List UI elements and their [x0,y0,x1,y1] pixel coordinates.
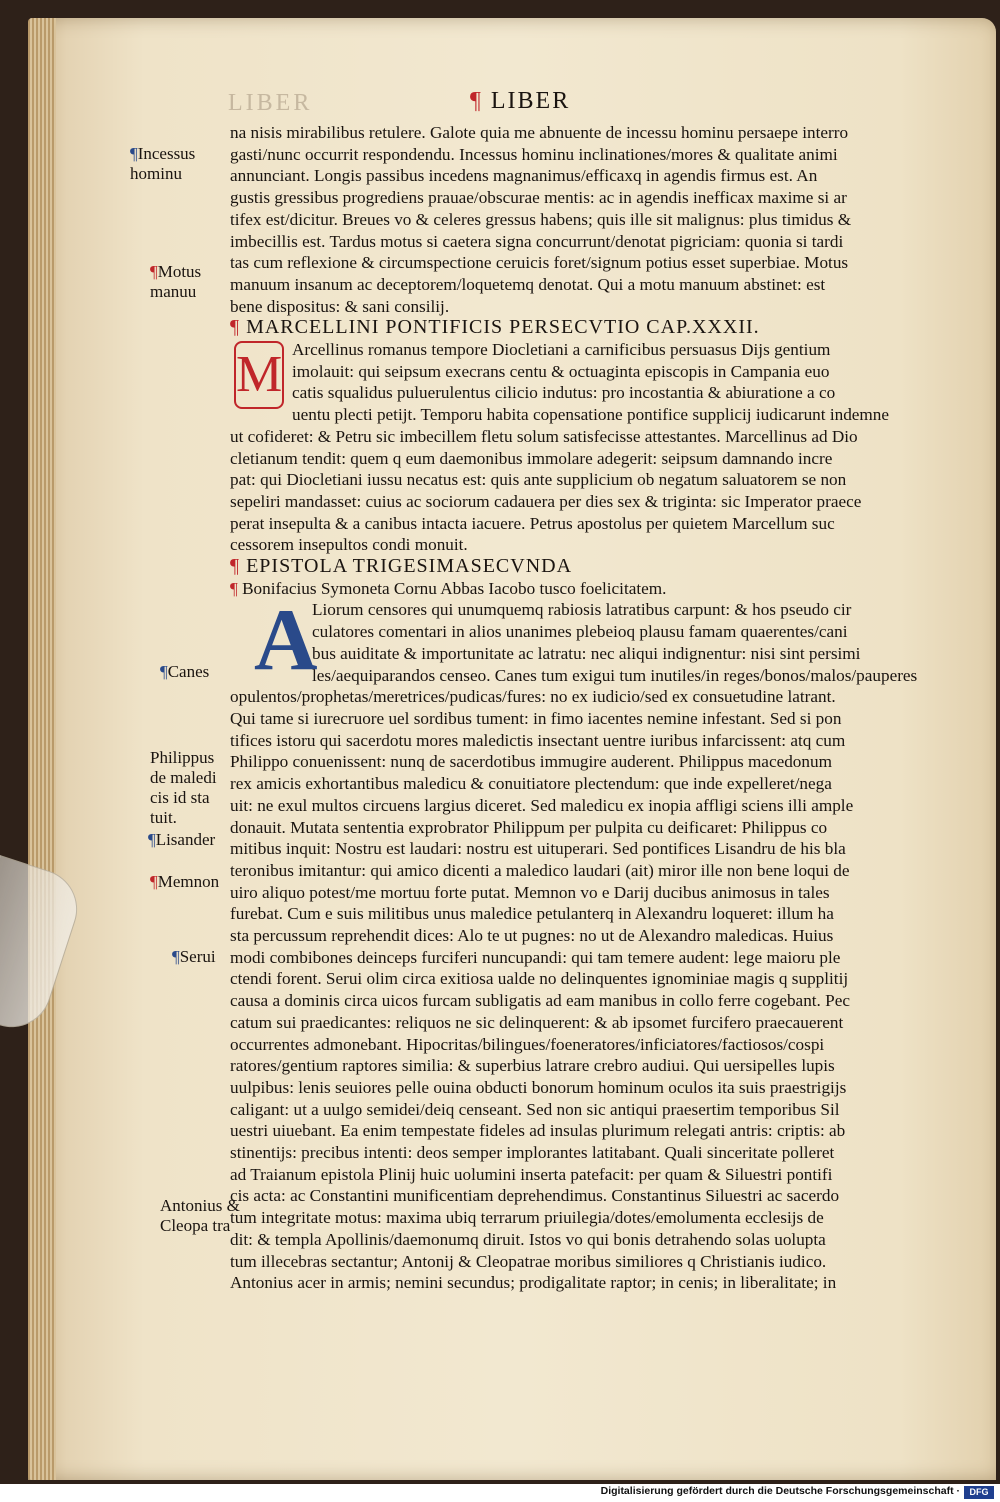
text-line: gasti/nunc occurrit respondendu. Incessus hominu inclinationes/mores & qualitate animi [230,144,838,164]
text-line: gustis gressibus progrediens prauae/obscurae mentis: ac in agendis inefficax maxime si ar [230,188,847,208]
section-physiognomy [230,122,960,317]
text-line: culatores comentari in alios unanimes plebeioq plausu famam quaerentes/cani [312,622,848,642]
paragraph-mark-icon: ¶ [160,662,168,681]
paragraph-mark-icon: ¶ [230,556,247,578]
bleedthrough-header: LIBER [228,90,313,116]
paragraph-mark-icon: ¶ [470,88,483,114]
salutation: ¶ Bonifacius Symoneta Cornu Abbas Iacobo tusco foelicitatem. [230,578,667,598]
footer-credit: Digitalisierung gefördert durch die Deutsche Forschungsgemeinschaft · [600,1485,960,1497]
margin-note-lisander: ¶Lisander [148,830,216,849]
text-line: cletianum tendit: quem q eum daemonibus immolare adegerit: seipsum damnando incre [230,448,833,468]
text-line: na nisis mirabilibus retulere. Galote quia me abnuente de incessu hominu persaepe interro [230,123,849,142]
text-line: uentu plecti petijt. Temporu habita copensatione pontifice supplicij iudicarunt indemne [292,405,890,425]
paragraph-mark-icon: ¶ [150,262,158,281]
margin-note-motus: ¶Motus manuu [150,262,202,301]
paragraph-mark-icon: ¶ [230,578,243,598]
paragraph-mark-icon: ¶ [130,144,138,163]
text-line: tum integritate motus: maxima ubiq terrarum priuilegia/dotes/emolumenta ecclesijs de [230,1208,824,1228]
text-line: les/aequiparandos censeo. Canes tum exigui tum inutiles/in reges/bonos/malos/pauperes [312,665,918,685]
text-line: modi combibones deinceps furciferi nuncupandi: qui tam temere audent: lege maioru ple [230,947,841,967]
initial-capital-m: M [234,341,284,409]
text-line: uestri uiuebant. Ea enim tempestate fideles ad insulas plurimum relegati antris: criptis: ab [230,1121,846,1141]
text-line: ad Traianum epistola Plinij huic uolumini inserta patefacit: per quam & Siluestri pontifi [230,1164,833,1184]
margin-note-serui: ¶Serui [172,947,216,966]
text-line: mitibus inquit: Nostru est laudari: nostru est uituperari. Sed pontifices Lisandru de his bla [230,839,846,859]
text-line: sta percussum reprehendit dices: Alo te ut pugnes: no ut de Alexandro maledicas. Huius [230,926,834,946]
text-line: bene dispositus: & sani consilij. [230,296,450,316]
text-line: pat: qui Diocletiani iussu necatus est: quis ante supplicium ob negatum saluatorem se non [230,470,847,490]
digitization-footer [0,1484,1000,1502]
section-epistle [230,592,960,1294]
text-line: ratores/gentium raptores similia: & superbius latrare crebro audiui. Qui uersipelles lupis [230,1056,835,1076]
text-line: Liorum censores qui unumquemq rabiosis latratibus carpunt: & hos pseudo cir [312,600,852,620]
text-line: tifices istoru qui sacerdotu mores maledictis insectant uentre iuribus infarcissent: atq cum [230,730,846,750]
text-line: Philippo conuenissent: nunq de sacerdotibus immugire auderent. Philippus macedonum [230,752,832,772]
section-marcellinus [230,339,960,556]
text-line: cessorem insepultos condi monuit. [230,535,468,555]
margin-note-memnon: ¶Memnon [150,872,220,891]
initial-capital-a: A [254,592,318,690]
text-line: uit: ne exul multos circuens largius diceret. Sed maledicu ex inopia affligi sciens illi ample [230,795,854,815]
running-head-text: LIBER [490,88,571,114]
chapter-heading: ¶ MARCELLINI PONTIFICIS PERSECVTIO CAP.XXXII. [230,317,760,339]
text-line: teronibus imitantur: qui amico dicenti a maledico laudari (ait) miror ille non bene loqui de [230,860,850,880]
page-edge-stack [28,18,56,1480]
text-line: opulentos/prophetas/meretrices/pudicas/fures: no ex iudicio/sed ex consuetudine latrant. [230,687,836,707]
text-line: stinentijs: precibus intenti: deos semper implorantes latitabant. Quali sinceritate polleret [230,1143,835,1163]
text-line: causa a dominis circa uicos furcam subligatis ad eam manibus in collo ferre cogebant. Pec [230,991,850,1011]
text-line: dit: & templa Apollinis/daemonumq diruit. Istos vo qui bonis detrahendo solas uolupta [230,1229,826,1249]
text-line: occurrentes admonebant. Hipocritas/bilingues/foeneratores/inficiatores/factiosos/cospi [230,1034,825,1054]
text-line: Qui tame si iurecruore uel sordibus tument: in fimo iacentes nemine infestant. Sed si pon [230,708,842,728]
text-line: bus auiditate & importunitate ac latratu: nec aliqui indignentur: nisi sint persimi [312,643,861,663]
epistle-heading: ¶ EPISTOLA TRIGESIMASECVNDA [230,556,573,578]
text-line: tifex est/dicitur. Breues vo & celeres gressus habens; quis ille sit malignus: plus timidus & [230,209,852,229]
text-line: catis squalidus puluerulentus cilicio indutus: pro incostantia & abiuratione a co [292,383,836,403]
text-line: furebat. Cum e suis militibus unus maledice petulanterq in Alexandru loqueret: illum ha [230,904,834,924]
dfg-logo: DFG [964,1486,994,1499]
text-line: Antonius acer in armis; nemini secundus; prodigalitate raptor; in cenis; in liberalitate; in [230,1273,837,1293]
text-line: annunciant. Longis passibus incedens magnanimus/efficaxq in agendis firmus est. An [230,166,818,186]
margin-note-philippus: Philippus de maledi cis id sta tuit. [150,748,217,827]
text-line: tum illecebras sectantur; Antonij & Cleopatrae moribus similiores q Christianis iudico. [230,1251,827,1271]
paragraph-mark-icon: ¶ [148,830,156,849]
text-line: rex amicis exhortantibus maledicu & conuitiatore plectendum: que inde expelleret/nega [230,774,832,794]
paragraph-mark-icon: ¶ [150,872,158,891]
text-line: imolauit: qui seipsum execrans centu & octuaginta episcopis in Campania euo [292,361,830,381]
text-line: uiro aliquo potest/me mortuu forte putat. Memnon vo e Darij ducibus animosus in tales [230,882,830,902]
text-line: perat insepulta & a canibus intacta iacuere. Petrus apostolus per quietem Marcellum suc [230,513,835,533]
margin-note-incessus: ¶Incessus hominu [130,144,196,183]
text-line: ut cofideret: & Petru sic imbecillem fletu solum satisfecisse attestantes. Marcellinus ad Dio [230,426,858,446]
text-line: Arcellinus romanus tempore Diocletiani a carnificibus persuasus Dijs gentium [292,340,831,360]
margin-note-antonius: Antonius & Cleopa tra [160,1196,240,1235]
text-line: caligant: ut a uulgo semidei/deiq censeant. Sed non sic antiqui praesertim temporibus Sil [230,1099,840,1119]
paragraph-mark-icon: ¶ [230,317,247,339]
text-line: imbecillis est. Tardus motus si caetera signa concurrunt/denotat pigriciam: quonia si tardi [230,231,844,251]
text-line: donauit. Mutata sententia exprobrator Philippum per pulpita cu deificaret: Philippus co [230,817,828,837]
margin-note-canes: ¶Canes [160,662,210,681]
text-line: tas cum reflexione & circumspectione ceruicis foret/signum potius esset superbiae. Motus [230,253,849,273]
text-line: ctendi forent. Serui olim circa exitiosa ualde no delinquentes ignominiae magis q supplitij [230,969,849,989]
text-line: cis acta: ac Constantini munificentiam deprehendimus. Constantinus Siluestri ac sacerdo [230,1186,840,1206]
text-line: manuum insanum ac deceptorem/loquetemq denotat. Qui a motu manuum abstinet: est [230,274,826,294]
paragraph-mark-icon: ¶ [172,947,180,966]
text-line: catum sui praedicantes: reliquos ne sic delinquerent: & ab ipsomet furcifero praecauerent [230,1012,844,1032]
running-head [470,88,570,115]
text-line: sepeliri mandasset: cuius ac sociorum cadauera per dies sex & triginta: sic Imperator praece [230,491,862,511]
text-block [230,122,960,1294]
text-line: uulpibus: lenis seuiores pelle ouina obducti bonorum hominum oculos ita suis praestrigijs [230,1077,847,1097]
